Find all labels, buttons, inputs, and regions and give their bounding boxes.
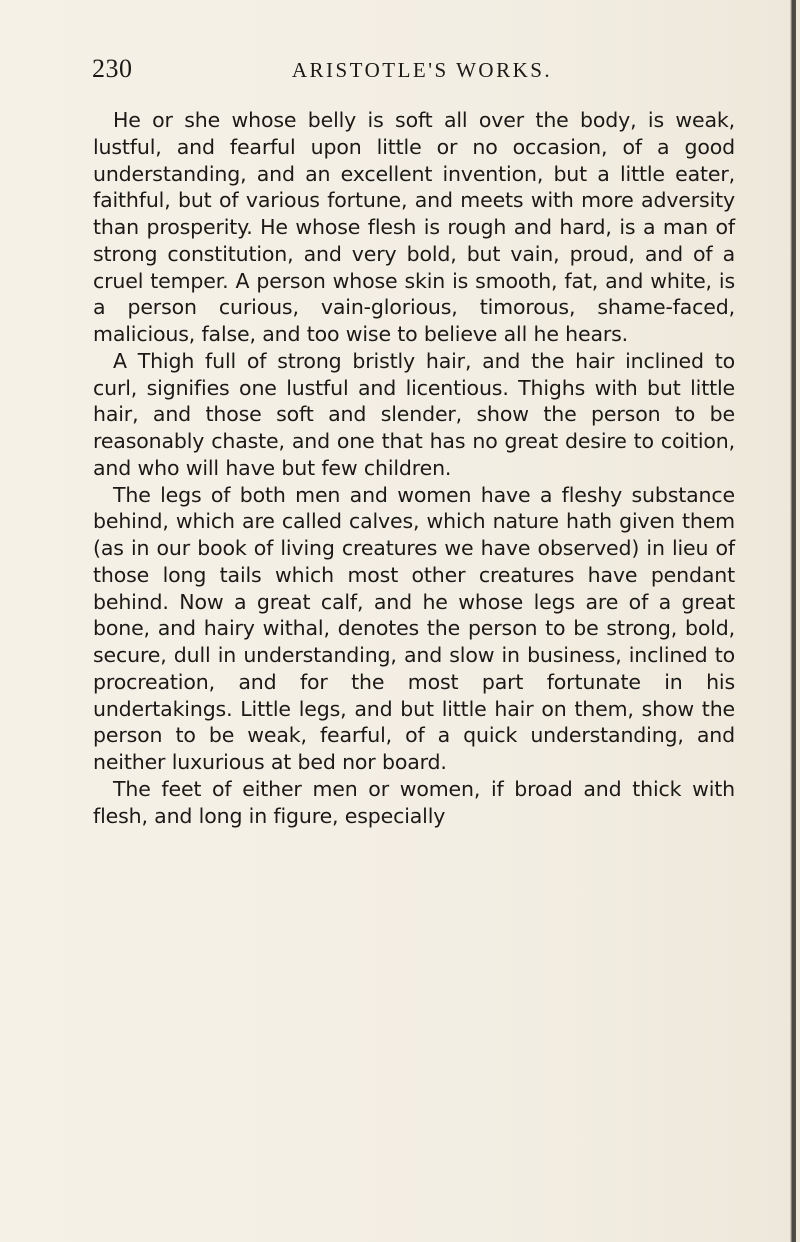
- page-number: 230: [92, 54, 133, 83]
- paragraph: He or she whose belly is soft all over the body, is weak, lustful, and fearful upon little or no occasion, of a good understanding, and an excellent invention, but a little eater, faithful, but of various fortune, and meets with more adversity than prosperity. He whose flesh is rough and hard, is a man of strong constitution, and very bold, but vain, proud, and of a cruel temper. A person whose skin is smooth, fat, and white, is a person curious, vain-glorious, timorous, shame-faced, malicious, false, and too wise to believe all he hears.: [93, 108, 735, 346]
- page-header: [92, 54, 732, 84]
- paragraph: The feet of either men or women, if broad and thick with flesh, and long in figure, especially: [93, 776, 735, 828]
- body-text: [93, 107, 735, 829]
- page-edge-shadow: [790, 0, 796, 1242]
- running-head: ARISTOTLE'S WORKS.: [291, 58, 553, 82]
- paragraph: The legs of both men and women have a fleshy substance behind, which are called calves, which nature hath given them (as in our book of living creatures we have observed) in lieu of those long tails which most other creatures have pendant behind. Now a great calf, and he whose legs are of a great bone, and hairy withal, denotes the person to be strong, bold, secure, dull in understanding, and slow in business, inclined to procreation, and for the most part fortunate in his undertakings. Little legs, and but little hair on them, show the person to be weak, fearful, of a quick understanding, and neither luxurious at bed nor board.: [93, 482, 735, 774]
- paragraph: A Thigh full of strong bristly hair, and the hair inclined to curl, signifies one lustful and licentious. Thighs with but little hair, and those soft and slender, show the person to be reasonably chaste, and one that has no great desire to coition, and who will have but few children.: [93, 348, 735, 480]
